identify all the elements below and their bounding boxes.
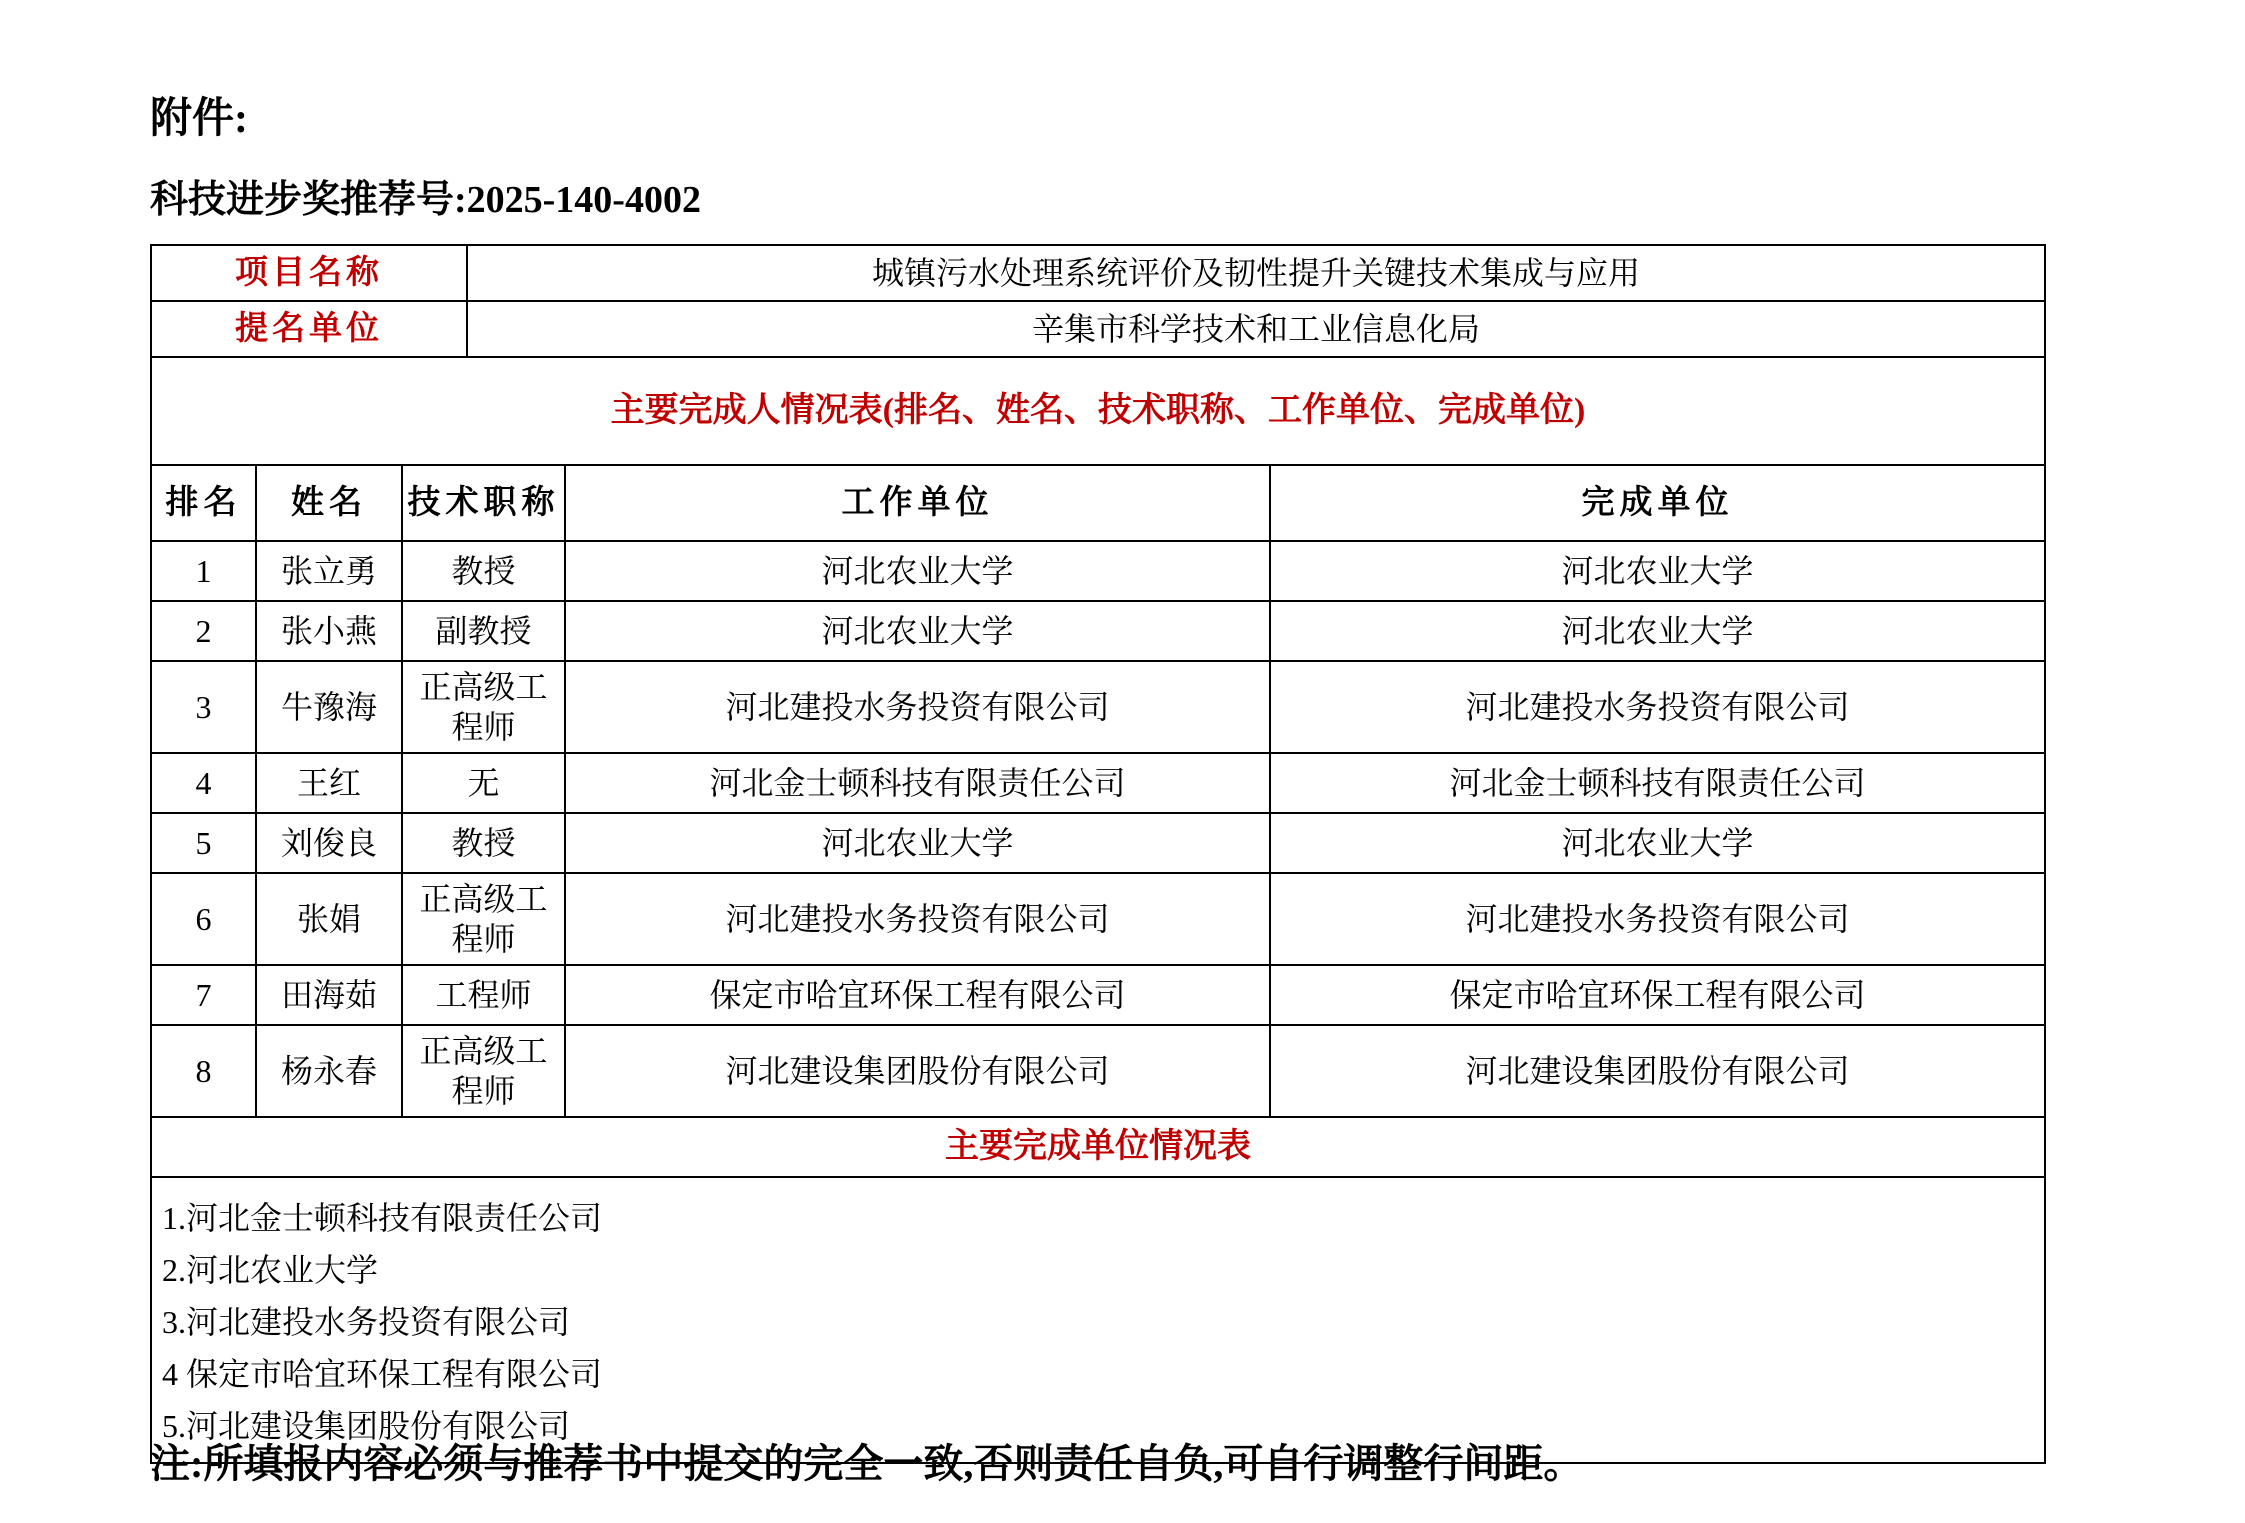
cell-job-title: 正高级工程师 xyxy=(401,874,564,964)
header-completion-unit: 完成单位 xyxy=(1269,466,2044,540)
award-number-line xyxy=(150,180,701,222)
cell-name: 张立勇 xyxy=(255,542,401,600)
cell-work-unit: 河北建设集团股份有限公司 xyxy=(564,1026,1269,1116)
project-name-row xyxy=(152,246,2044,300)
cell-job-title: 正高级工程师 xyxy=(401,662,564,752)
cell-name: 牛豫海 xyxy=(255,662,401,752)
recommendation-table xyxy=(150,244,2046,1464)
cell-name: 王红 xyxy=(255,754,401,812)
cell-name: 张娟 xyxy=(255,874,401,964)
cell-completion-unit: 河北农业大学 xyxy=(1269,602,2044,660)
unit-list-item: 5.河北建设集团股份有限公司 xyxy=(162,1408,571,1444)
cell-completion-unit: 河北农业大学 xyxy=(1269,542,2044,600)
cell-job-title: 副教授 xyxy=(401,602,564,660)
cell-completion-unit: 河北建设集团股份有限公司 xyxy=(1269,1026,2044,1116)
unit-list-item: 1.河北金士顿科技有限责任公司 xyxy=(162,1200,603,1236)
cell-rank: 8 xyxy=(195,1053,212,1089)
table-row xyxy=(152,1024,2044,1116)
table-row xyxy=(152,964,2044,1024)
unit-list-item: 4 保定市哈宜环保工程有限公司 xyxy=(162,1356,603,1392)
cell-rank: 4 xyxy=(195,765,212,801)
cell-job-title: 无 xyxy=(401,754,564,812)
cell-name: 张小燕 xyxy=(255,602,401,660)
table-row xyxy=(152,660,2044,752)
units-section-title: 主要完成单位情况表 xyxy=(945,1128,1251,1165)
units-list xyxy=(152,1178,2044,1462)
cell-rank: 6 xyxy=(195,901,212,937)
units-list-row xyxy=(152,1176,2044,1462)
cell-job-title: 正高级工程师 xyxy=(401,1026,564,1116)
contributors-header-row xyxy=(152,464,2044,540)
nominating-unit-label: 提名单位 xyxy=(235,311,383,347)
cell-completion-unit: 河北建投水务投资有限公司 xyxy=(1269,874,2044,964)
table-row xyxy=(152,752,2044,812)
cell-rank: 7 xyxy=(195,977,212,1013)
cell-completion-unit: 河北金士顿科技有限责任公司 xyxy=(1269,754,2044,812)
table-row xyxy=(152,812,2044,872)
table-row xyxy=(152,872,2044,964)
table-row xyxy=(152,600,2044,660)
cell-completion-unit: 河北农业大学 xyxy=(1269,814,2044,872)
unit-list-item: 2.河北农业大学 xyxy=(162,1252,379,1288)
contributors-title-row xyxy=(152,356,2044,464)
cell-work-unit: 河北农业大学 xyxy=(564,602,1269,660)
units-title-row xyxy=(152,1116,2044,1176)
project-name-label: 项目名称 xyxy=(235,255,383,291)
project-name-value: 城镇污水处理系统评价及韧性提升关键技术集成与应用 xyxy=(466,246,2044,300)
footer-note: 注:所填报内容必须与推荐书中提交的完全一致,否则责任自负,可自行调整行间距。 xyxy=(150,1441,1584,1486)
cell-rank: 5 xyxy=(195,825,212,861)
header-name: 姓名 xyxy=(255,466,401,540)
cell-completion-unit: 保定市哈宜环保工程有限公司 xyxy=(1269,966,2044,1024)
cell-job-title: 教授 xyxy=(401,814,564,872)
cell-rank: 2 xyxy=(195,613,212,649)
header-rank: 排名 xyxy=(165,485,242,521)
table-row xyxy=(152,540,2044,600)
cell-rank: 3 xyxy=(195,689,212,725)
nominating-unit-row xyxy=(152,300,2044,356)
cell-job-title: 教授 xyxy=(401,542,564,600)
cell-work-unit: 河北农业大学 xyxy=(564,814,1269,872)
cell-name: 杨永春 xyxy=(255,1026,401,1116)
cell-work-unit: 河北建投水务投资有限公司 xyxy=(564,662,1269,752)
cell-work-unit: 河北建投水务投资有限公司 xyxy=(564,874,1269,964)
award-number-value: 2025-140-4002 xyxy=(466,179,701,221)
contributors-section-title: 主要完成人情况表(排名、姓名、技术职称、工作单位、完成单位) xyxy=(610,392,1586,429)
cell-rank: 1 xyxy=(195,553,212,589)
attachment-label: 附件: xyxy=(150,96,248,142)
cell-work-unit: 河北农业大学 xyxy=(564,542,1269,600)
unit-list-item: 3.河北建投水务投资有限公司 xyxy=(162,1304,571,1340)
cell-name: 田海茹 xyxy=(255,966,401,1024)
header-work-unit: 工作单位 xyxy=(564,466,1269,540)
award-number-label: 科技进步奖推荐号: xyxy=(150,179,467,221)
cell-job-title: 工程师 xyxy=(401,966,564,1024)
cell-completion-unit: 河北建投水务投资有限公司 xyxy=(1269,662,2044,752)
nominating-unit-value: 辛集市科学技术和工业信息化局 xyxy=(466,302,2044,356)
cell-work-unit: 保定市哈宜环保工程有限公司 xyxy=(564,966,1269,1024)
cell-name: 刘俊良 xyxy=(255,814,401,872)
cell-work-unit: 河北金士顿科技有限责任公司 xyxy=(564,754,1269,812)
header-job-title: 技术职称 xyxy=(401,466,564,540)
